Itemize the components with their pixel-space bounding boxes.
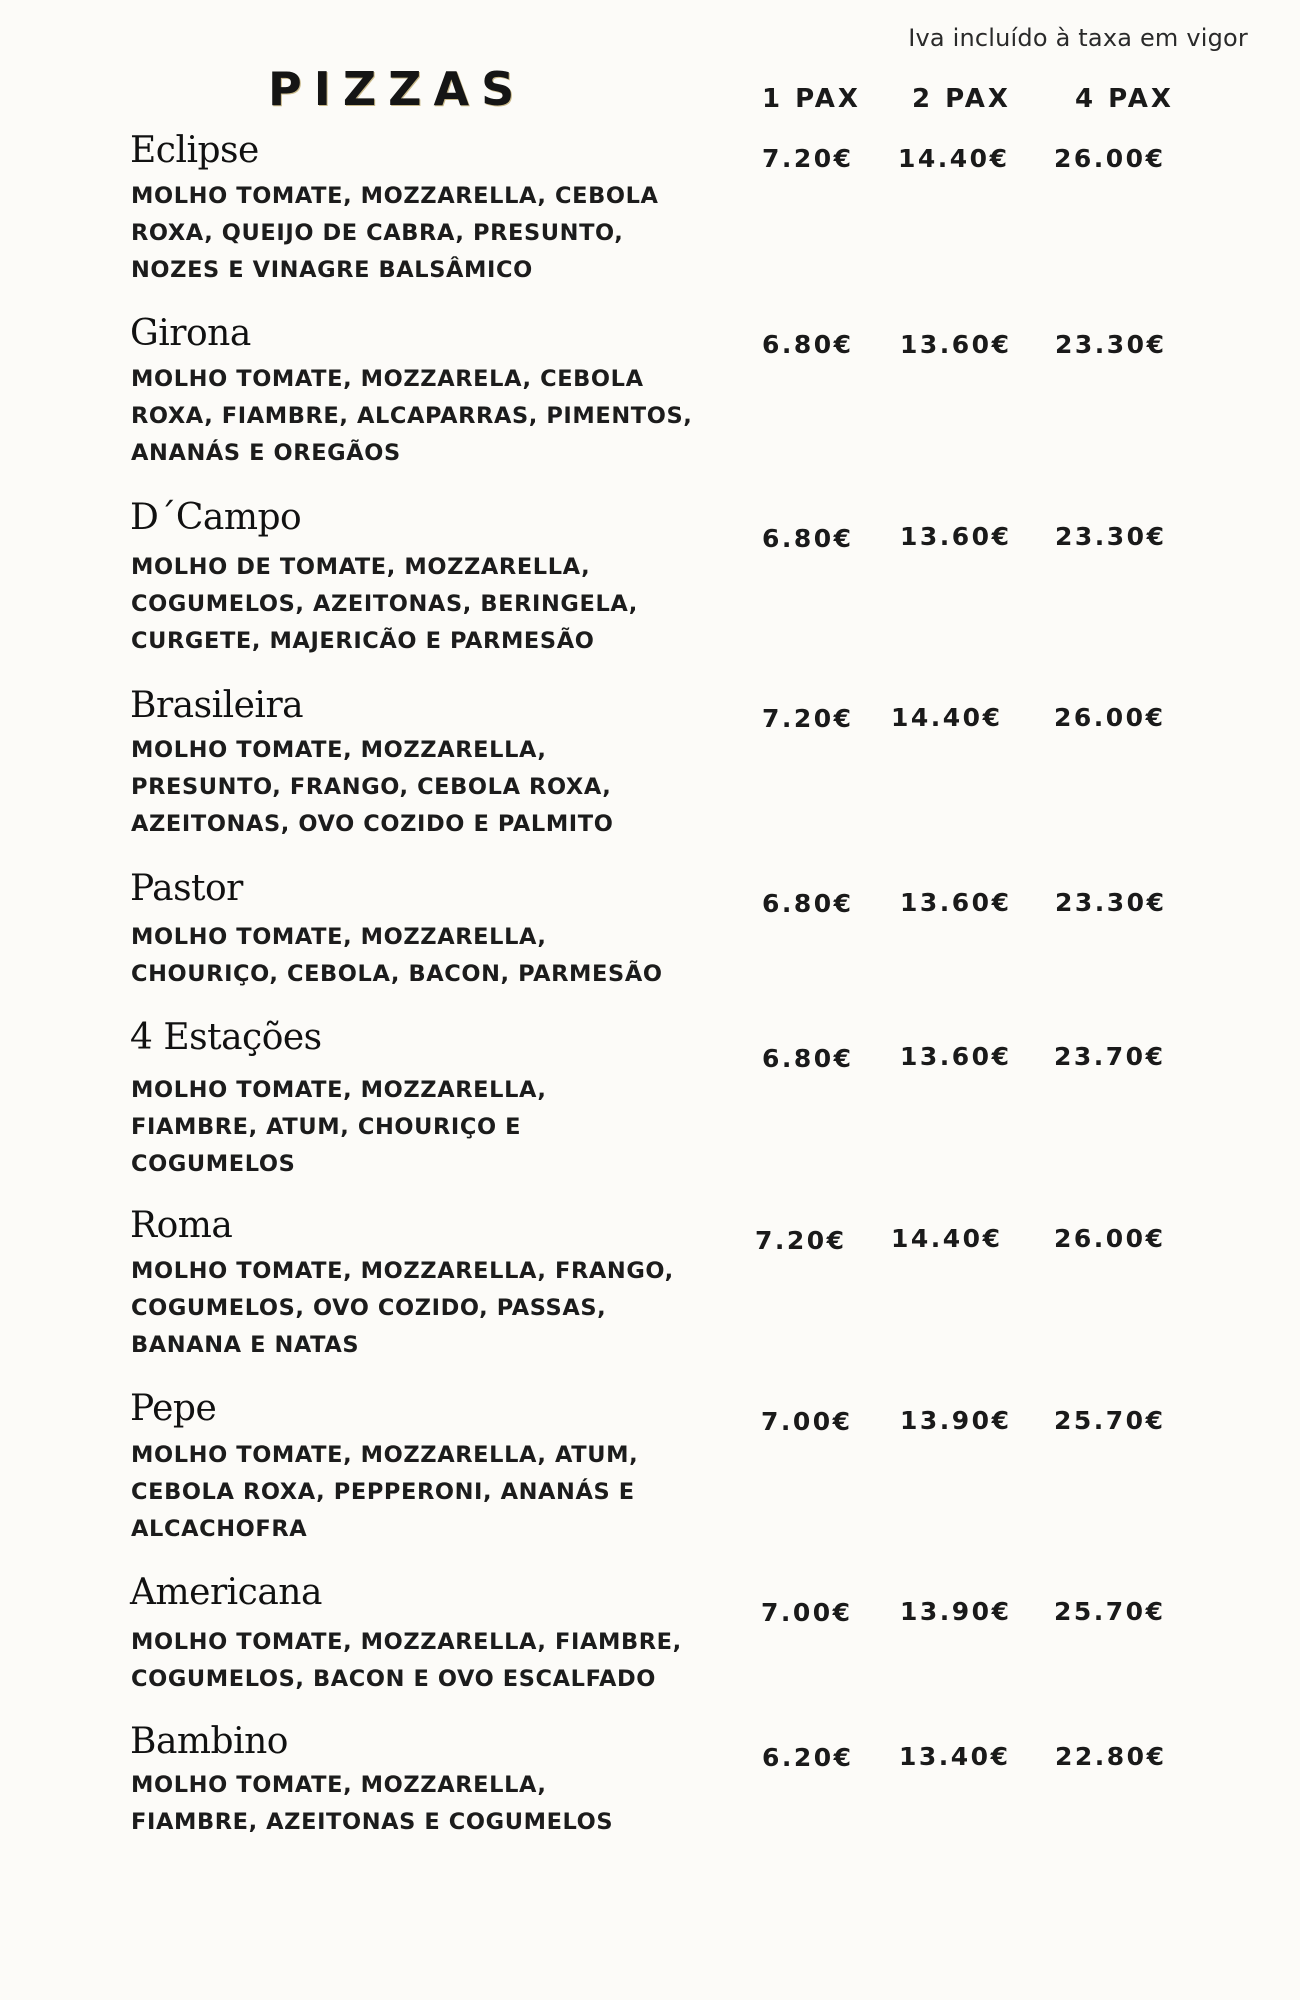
description-line: COGUMELOS, OVO COZIDO, PASSAS, [131, 1295, 607, 1321]
price-1-pax: 6.20€ [762, 1743, 854, 1772]
item-name: D´Campo [130, 497, 302, 538]
price-4-pax: 23.70€ [1054, 1042, 1166, 1071]
description-line: MOLHO TOMATE, MOZZARELLA, CEBOLA [131, 183, 659, 209]
price-2-pax: 14.40€ [891, 703, 1003, 732]
price-4-pax: 23.30€ [1055, 330, 1167, 359]
description-line: PRESUNTO, FRANGO, CEBOLA ROXA, [131, 774, 612, 800]
price-2-pax: 13.60€ [900, 1042, 1012, 1071]
description-line: FIAMBRE, AZEITONAS E COGUMELOS [131, 1809, 614, 1835]
column-header-4-pax: 4 PAX [1075, 84, 1174, 114]
item-name: Roma [130, 1205, 233, 1246]
description-line: MOLHO TOMATE, MOZZARELLA, [131, 924, 547, 950]
price-1-pax: 6.80€ [762, 524, 854, 553]
price-1-pax: 6.80€ [762, 889, 854, 918]
price-4-pax: 23.30€ [1055, 888, 1167, 917]
price-1-pax: 7.00€ [761, 1407, 853, 1436]
item-description [131, 732, 691, 843]
description-line: NOZES E VINAGRE BALSÂMICO [131, 257, 533, 283]
item-description [131, 1437, 691, 1548]
item-name: Brasileira [130, 685, 304, 726]
price-1-pax: 6.80€ [762, 1044, 854, 1073]
item-name: Bambino [130, 1721, 288, 1762]
price-2-pax: 13.60€ [900, 522, 1012, 551]
description-line: MOLHO TOMATE, MOZZARELLA, [131, 1772, 547, 1798]
description-line: MOLHO TOMATE, MOZZARELLA, FRANGO, [131, 1258, 674, 1284]
tax-note: Iva incluído à taxa em vigor [908, 24, 1248, 52]
price-2-pax: 13.40€ [899, 1742, 1011, 1771]
description-line: ROXA, FIAMBRE, ALCAPARRAS, PIMENTOS, [131, 403, 693, 429]
description-line: COGUMELOS, AZEITONAS, BERINGELA, [131, 591, 638, 617]
column-header-2-pax: 2 PAX [912, 84, 1011, 114]
price-2-pax: 14.40€ [891, 1224, 1003, 1253]
price-4-pax: 22.80€ [1055, 1742, 1167, 1771]
description-line: FIAMBRE, ATUM, CHOURIÇO E [131, 1114, 522, 1140]
description-line: COGUMELOS, BACON E OVO ESCALFADO [131, 1666, 656, 1692]
description-line: MOLHO TOMATE, MOZZARELLA, FIAMBRE, [131, 1629, 682, 1655]
description-line: MOLHO DE TOMATE, MOZZARELLA, [131, 554, 591, 580]
item-name: Pastor [130, 868, 243, 909]
item-description [131, 178, 691, 289]
price-1-pax: 7.00€ [761, 1598, 853, 1627]
price-1-pax: 7.20€ [762, 144, 854, 173]
price-2-pax: 13.60€ [900, 888, 1012, 917]
price-1-pax: 7.20€ [762, 704, 854, 733]
price-2-pax: 13.90€ [900, 1406, 1012, 1435]
description-line: CEBOLA ROXA, PEPPERONI, ANANÁS E [131, 1479, 635, 1505]
price-4-pax: 25.70€ [1054, 1406, 1166, 1435]
description-line: BANANA E NATAS [131, 1332, 360, 1358]
item-description [131, 1767, 691, 1841]
description-line: MOLHO TOMATE, MOZZARELLA, [131, 1077, 547, 1103]
description-line: MOLHO TOMATE, MOZZARELA, CEBOLA [131, 366, 644, 392]
price-4-pax: 26.00€ [1054, 703, 1166, 732]
price-4-pax: 23.30€ [1055, 522, 1167, 551]
item-description [131, 549, 691, 660]
page-title: PIZZAS [268, 62, 527, 116]
price-2-pax: 14.40€ [898, 144, 1010, 173]
description-line: AZEITONAS, OVO COZIDO E PALMITO [131, 811, 614, 837]
description-line: COGUMELOS [131, 1151, 296, 1177]
price-4-pax: 26.00€ [1054, 1224, 1166, 1253]
description-line: CURGETE, MAJERICÃO E PARMESÃO [131, 628, 595, 654]
price-2-pax: 13.60€ [900, 330, 1012, 359]
price-1-pax: 7.20€ [755, 1226, 847, 1255]
item-name: Girona [130, 313, 251, 354]
price-column-headers [0, 84, 1300, 116]
item-name: Pepe [130, 1388, 217, 1429]
description-line: MOLHO TOMATE, MOZZARELLA, ATUM, [131, 1442, 639, 1468]
price-2-pax: 13.90€ [900, 1597, 1012, 1626]
item-name: Eclipse [130, 130, 259, 171]
item-description [131, 919, 691, 993]
description-line: ANANÁS E OREGÃOS [131, 440, 401, 466]
price-4-pax: 26.00€ [1054, 144, 1166, 173]
description-line: MOLHO TOMATE, MOZZARELLA, [131, 737, 547, 763]
column-header-1-pax: 1 PAX [762, 84, 861, 114]
description-line: ALCACHOFRA [131, 1516, 308, 1542]
price-1-pax: 6.80€ [762, 330, 854, 359]
item-description [131, 1072, 691, 1183]
item-name: 4 Estações [130, 1017, 322, 1058]
item-name: Americana [130, 1572, 322, 1613]
description-line: ROXA, QUEIJO DE CABRA, PRESUNTO, [131, 220, 624, 246]
item-description [131, 1253, 691, 1364]
description-line: CHOURIÇO, CEBOLA, BACON, PARMESÃO [131, 961, 663, 987]
item-description [131, 1624, 691, 1698]
price-4-pax: 25.70€ [1054, 1597, 1166, 1626]
item-description [131, 361, 691, 472]
